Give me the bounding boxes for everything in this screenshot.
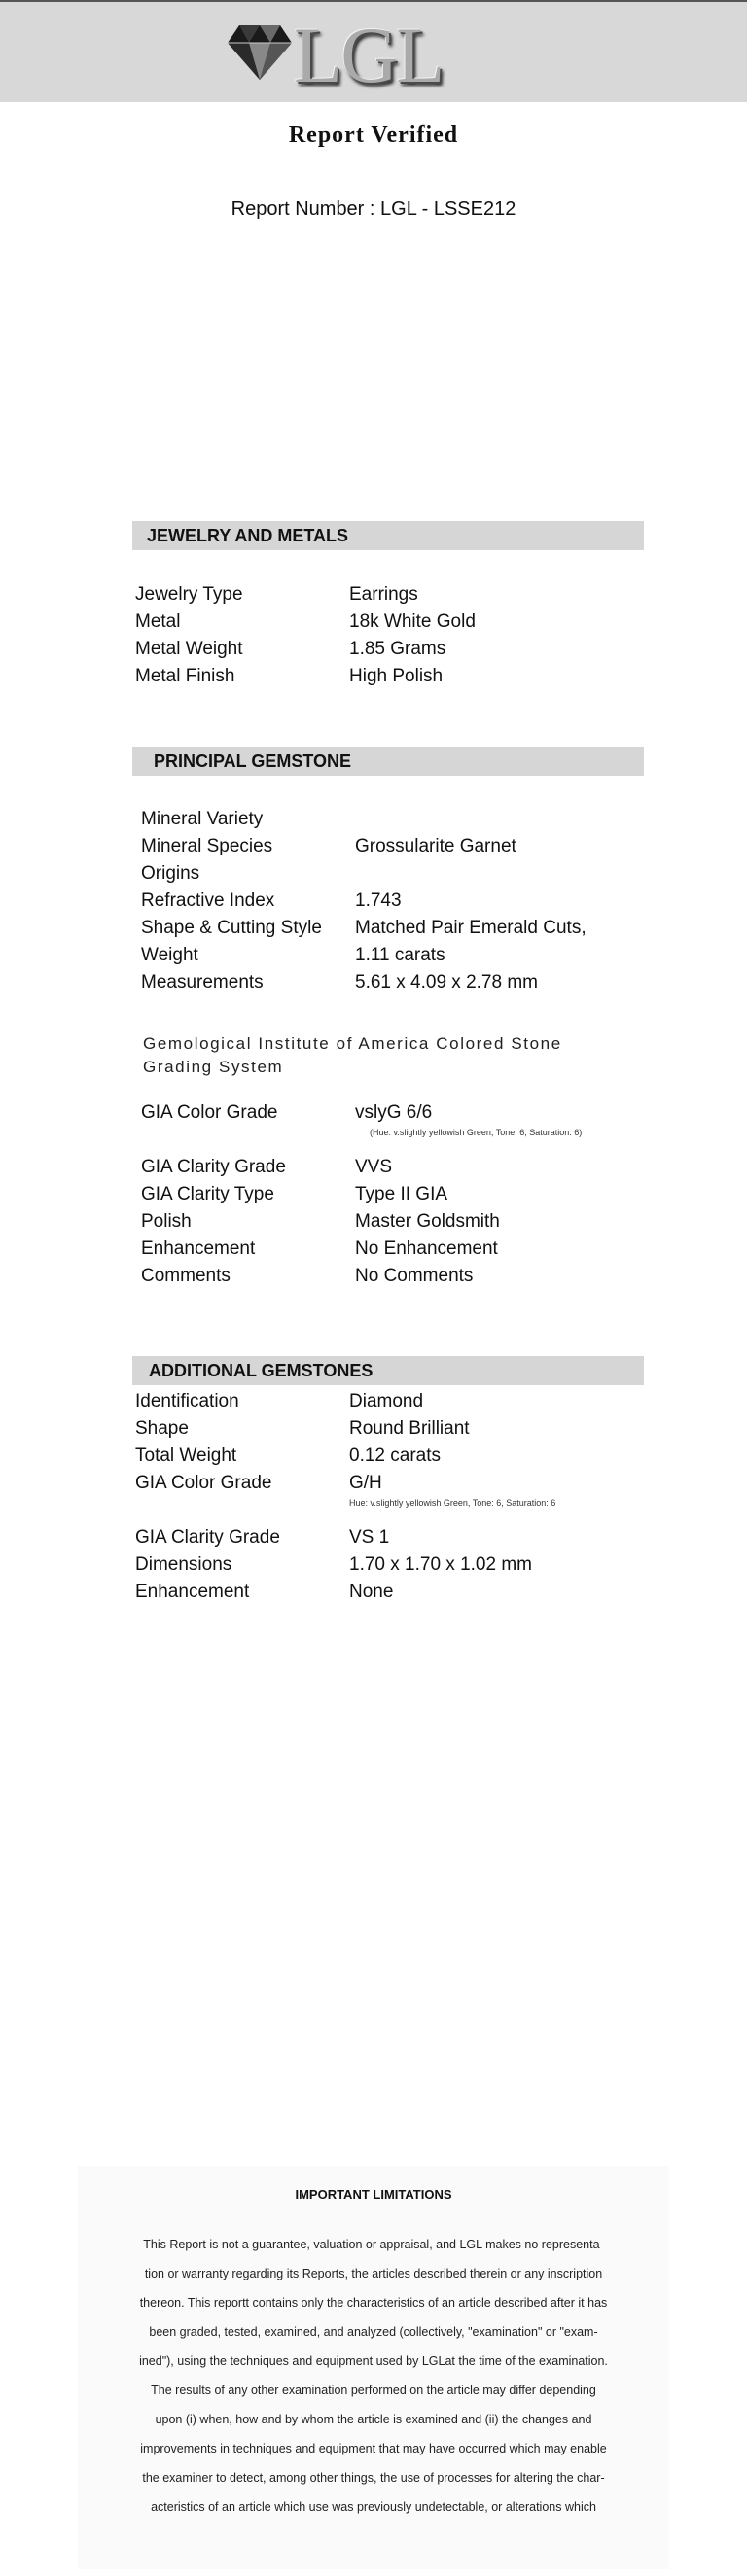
limitations-line: acteristics of an article which use was previously undetectable, or alterations which <box>151 2500 596 2514</box>
jewelry-value: 1.85 Grams <box>349 639 446 659</box>
additional-color-note: Hue: v.slightly yellowish Green, Tone: 6, Saturation: 6 <box>349 1498 556 1508</box>
limitations-line: upon (i) when, how and by whom the article is examined and (ii) the changes and <box>155 2413 592 2426</box>
principal-label: Enhancement <box>141 1238 256 1259</box>
principal-value: 1.743 <box>355 890 402 911</box>
additional-value: 1.70 x 1.70 x 1.02 mm <box>349 1554 532 1575</box>
principal-label: Shape & Cutting Style <box>141 918 322 938</box>
limitations-line: tion or warranty regarding its Reports, the articles described therein or any inscription <box>144 2267 603 2280</box>
jewelry-label: Metal Weight <box>135 639 243 659</box>
additional-value: Round Brilliant <box>349 1418 470 1439</box>
principal-value: VVS <box>355 1157 393 1177</box>
principal-value: Type II GIA <box>355 1184 448 1204</box>
principal-label: Mineral Variety <box>141 809 264 829</box>
section-principal-heading: PRINCIPAL GEMSTONE <box>132 747 644 776</box>
additional-value: VS 1 <box>349 1527 390 1548</box>
jewelry-label: Metal Finish <box>135 666 235 686</box>
gia-color-grade-note: (Hue: v.slightly yellowish Green, Tone: 6, Saturation: 6) <box>370 1128 583 1137</box>
principal-value: Matched Pair Emerald Cuts, <box>355 918 587 938</box>
jewelry-label: Metal <box>135 611 181 632</box>
lgl-logo <box>226 11 479 99</box>
principal-value: No Comments <box>355 1266 474 1286</box>
principal-label: Measurements <box>141 972 264 992</box>
principal-value: No Enhancement <box>355 1238 498 1259</box>
limitations-line: This Report is not a guarantee, valuation or appraisal, and LGL makes no representa- <box>143 2238 604 2251</box>
gia-color-grade-label: GIA Color Grade <box>141 1102 278 1123</box>
additional-label: Enhancement <box>135 1582 250 1602</box>
section-jewelry-heading: JEWELRY AND METALS <box>132 521 644 550</box>
principal-label: Comments <box>141 1266 231 1286</box>
important-limitations-panel <box>78 2166 669 2569</box>
report-number: Report Number : LGL - LSSE212 <box>231 198 516 220</box>
additional-label: GIA Color Grade <box>135 1473 272 1493</box>
gia-color-grade-value: vslyG 6/6 <box>355 1102 433 1123</box>
limitations-line: improvements in techniques and equipment that may have occurred which may enable <box>140 2442 607 2455</box>
principal-label: Mineral Species <box>141 836 273 856</box>
principal-value: Master Goldsmith <box>355 1211 500 1232</box>
jewelry-value: Earrings <box>349 584 418 605</box>
principal-label: Refractive Index <box>141 890 275 911</box>
principal-label: GIA Clarity Type <box>141 1184 274 1204</box>
additional-value: Diamond <box>349 1391 424 1411</box>
principal-label: Weight <box>141 945 198 965</box>
additional-value: G/H <box>349 1473 382 1493</box>
jewelry-value: 18k White Gold <box>349 611 476 632</box>
principal-value: Grossularite Garnet <box>355 836 516 856</box>
principal-value: 1.11 carats <box>355 945 445 965</box>
limitations-heading: IMPORTANT LIMITATIONS <box>295 2187 452 2202</box>
gia-grading-system-heading: Gemological Institute of America Colored Stone Grading System <box>143 1034 562 1076</box>
principal-value: 5.61 x 4.09 x 2.78 mm <box>355 972 538 992</box>
section-additional-heading: ADDITIONAL GEMSTONES <box>132 1356 644 1385</box>
page-title: Report Verified <box>288 122 459 148</box>
diamond-icon <box>226 21 294 82</box>
limitations-line: been graded, tested, examined, and analyzed (collectively, "examination" or "exam- <box>149 2325 598 2339</box>
additional-label: Identification <box>135 1391 239 1411</box>
limitations-line: ined"), using the techniques and equipment used by LGLat the time of the examination. <box>139 2354 608 2368</box>
additional-label: Shape <box>135 1418 189 1439</box>
jewelry-label: Jewelry Type <box>135 584 243 605</box>
jewelry-value: High Polish <box>349 666 444 686</box>
limitations-line: The results of any other examination performed on the article may differ depending <box>151 2384 596 2397</box>
header-banner <box>0 0 747 102</box>
logo-text: LGL <box>294 11 444 99</box>
additional-value: 0.12 carats <box>349 1445 441 1466</box>
limitations-line: thereon. This reportt contains only the characteristics of an article described after it has <box>139 2296 608 2310</box>
limitations-line: the examiner to detect, among other things, the use of processes for altering the char- <box>142 2471 605 2485</box>
additional-value: None <box>349 1582 394 1602</box>
principal-label: Polish <box>141 1211 192 1232</box>
additional-label: GIA Clarity Grade <box>135 1527 280 1548</box>
principal-label: GIA Clarity Grade <box>141 1157 286 1177</box>
additional-label: Total Weight <box>135 1445 237 1466</box>
principal-label: Origins <box>141 863 200 884</box>
additional-label: Dimensions <box>135 1554 232 1575</box>
